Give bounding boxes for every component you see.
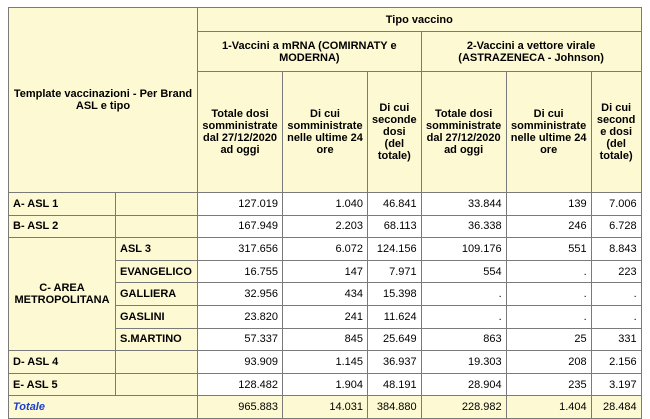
value-cell: . [591,305,641,328]
row-sublabel [116,215,198,238]
total-value-cell: 1.404 [506,396,591,419]
table-row [9,351,642,374]
value-cell: 128.482 [198,373,283,396]
value-cell: 554 [421,260,506,283]
total-value-cell: 965.883 [198,396,283,419]
value-cell: 23.820 [198,305,283,328]
row-sublabel: S.MARTINO [116,328,198,351]
column-header: Totale dosi somministrate dal 27/12/2020 ad oggi [421,72,506,193]
value-cell: 6.728 [591,215,641,238]
group-label-area-metropolitana: C- AREA METROPOLITANA [9,238,116,351]
value-cell: 16.755 [198,260,283,283]
value-cell: 2.156 [591,351,641,374]
vaccination-table-container [8,7,642,419]
value-cell: 1.145 [283,351,368,374]
value-cell: 1.904 [283,373,368,396]
value-cell: . [506,260,591,283]
column-header: Di cui seconde dosi (del totale) [368,72,422,193]
value-cell: 3.197 [591,373,641,396]
value-cell: 68.113 [368,215,422,238]
value-cell: 331 [591,328,641,351]
value-cell: 167.949 [198,215,283,238]
value-cell: 57.337 [198,328,283,351]
value-cell: 48.191 [368,373,422,396]
value-cell: 33.844 [421,193,506,216]
row-label: A- ASL 1 [9,193,116,216]
value-cell: 208 [506,351,591,374]
value-cell: 551 [506,238,591,261]
value-cell: 36.937 [368,351,422,374]
value-cell: 235 [506,373,591,396]
table-row [9,215,642,238]
top-header: Tipo vaccino [198,8,642,32]
row-sublabel: GALLIERA [116,283,198,306]
row-label: E- ASL 5 [9,373,116,396]
value-cell: 93.909 [198,351,283,374]
value-cell: 246 [506,215,591,238]
value-cell: 2.203 [283,215,368,238]
group-header-mrna: 1-Vaccini a mRNA (COMIRNATY e MODERNA) [198,32,422,72]
row-sublabel: GASLINI [116,305,198,328]
group-header-viral-vector: 2-Vaccini a vettore virale (ASTRAZENECA - Johnson) [421,32,641,72]
value-cell: 25.649 [368,328,422,351]
value-cell: 15.398 [368,283,422,306]
value-cell: 6.072 [283,238,368,261]
row-sublabel [116,373,198,396]
row-sublabel: EVANGELICO [116,260,198,283]
vaccination-table [8,7,642,419]
total-value-cell: 28.484 [591,396,641,419]
value-cell: 46.841 [368,193,422,216]
value-cell: 19.303 [421,351,506,374]
total-label: Totale [9,396,198,419]
value-cell: 223 [591,260,641,283]
value-cell: 124.156 [368,238,422,261]
value-cell: 7.971 [368,260,422,283]
value-cell: 11.624 [368,305,422,328]
value-cell: 7.006 [591,193,641,216]
value-cell: . [421,283,506,306]
value-cell: 845 [283,328,368,351]
value-cell: . [506,283,591,306]
value-cell: 317.656 [198,238,283,261]
total-value-cell: 384.880 [368,396,422,419]
table-row [9,238,642,261]
corner-label: Template vaccinazioni - Per Brand ASL e tipo [9,8,198,193]
value-cell: . [591,283,641,306]
value-cell: . [506,305,591,328]
value-cell: . [421,305,506,328]
value-cell: 1.040 [283,193,368,216]
row-label: B- ASL 2 [9,215,116,238]
row-sublabel [116,193,198,216]
table-row [9,373,642,396]
row-label: D- ASL 4 [9,351,116,374]
value-cell: 25 [506,328,591,351]
value-cell: 32.956 [198,283,283,306]
value-cell: 434 [283,283,368,306]
value-cell: 241 [283,305,368,328]
value-cell: 863 [421,328,506,351]
column-header: Di cui second e dosi (del totale) [591,72,641,193]
value-cell: 36.338 [421,215,506,238]
row-sublabel [116,351,198,374]
total-value-cell: 14.031 [283,396,368,419]
row-sublabel: ASL 3 [116,238,198,261]
table-row [9,193,642,216]
value-cell: 139 [506,193,591,216]
column-header: Totale dosi somministrate dal 27/12/2020 ad oggi [198,72,283,193]
value-cell: 28.904 [421,373,506,396]
total-row [9,396,642,419]
value-cell: 109.176 [421,238,506,261]
value-cell: 127.019 [198,193,283,216]
value-cell: 147 [283,260,368,283]
column-header: Di cui somministrate nelle ultime 24 ore [283,72,368,193]
value-cell: 8.843 [591,238,641,261]
total-value-cell: 228.982 [421,396,506,419]
column-header: Di cui somministrate nelle ultime 24 ore [506,72,591,193]
